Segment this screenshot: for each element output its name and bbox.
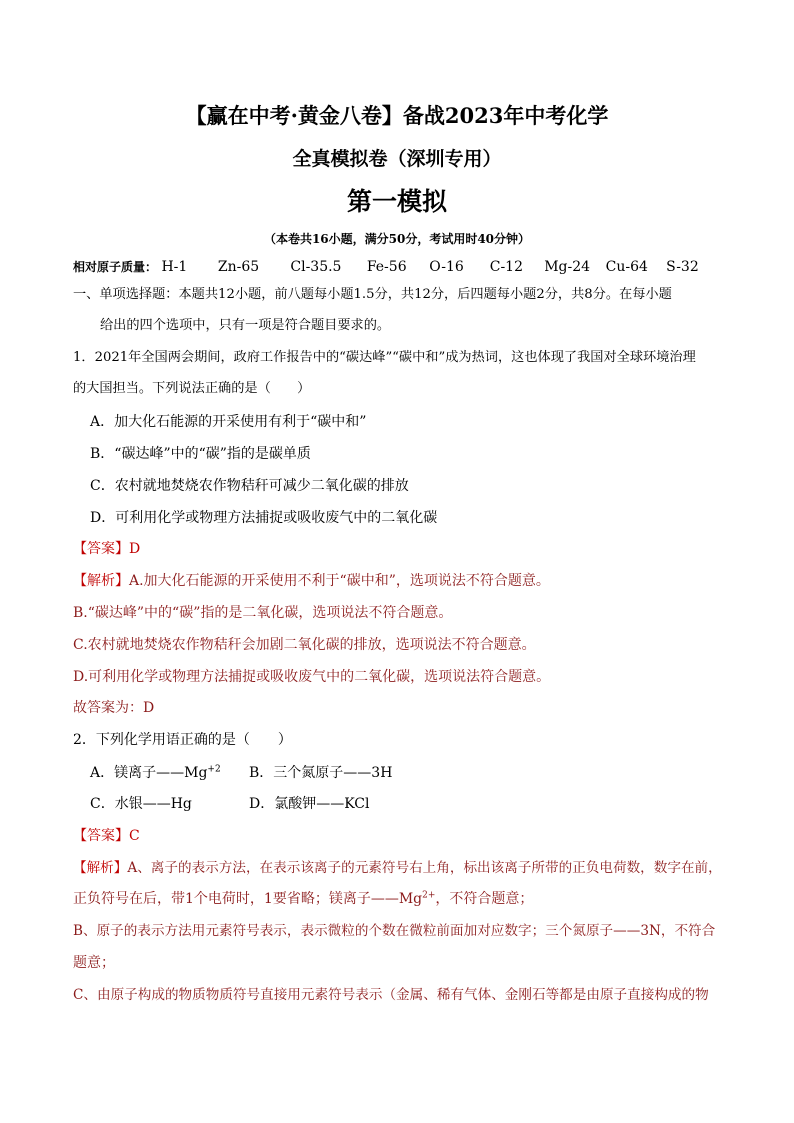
q2-analysis-1 <box>73 858 722 878</box>
answer-value: C <box>129 828 140 844</box>
exam-name: 第一模拟 <box>346 187 447 216</box>
q1-analysis-2: B.“碳达峰”中的“碳”指的是二氧化碳，选项说法不符合题意。 <box>73 605 453 621</box>
q1-option-b: B．“碳达峰”中的“碳”指的是碳单质 <box>90 446 311 462</box>
q2-analysis-2-sup: 2+ <box>422 890 436 901</box>
q2-analysis-4: 题意； <box>73 955 115 971</box>
q1-stem-cont: 的大国担当。下列说法正确的是（ ） <box>73 381 311 396</box>
q2-answer <box>73 826 140 846</box>
section-instructions: 一、单项选择题：本题共12小题，前八题每小题1.5分，共12分，后四题每小题2分，共8分。在每小题 <box>73 287 672 302</box>
q1-option-c: C．农村就地焚烧农作物秸秆可减少二氧化碳的排放 <box>90 478 409 494</box>
q1-analysis-4: D.可利用化学或物理方法捕捉或吸收废气中的二氧化碳，选项说法符合题意。 <box>73 669 551 685</box>
page-title: 【赢在中考·黄金八卷】备战2023年中考化学 <box>185 103 609 128</box>
q2-option-d: D．氯酸钾——KCl <box>249 796 370 812</box>
q1-analysis-3: C.农村就地焚烧农作物秸秆会加剧二氧化碳的排放，选项说法不符合题意。 <box>73 637 536 653</box>
mass-item: Zn-65 <box>217 259 260 275</box>
mass-item: C-12 <box>489 259 523 275</box>
exam-note: （本卷共16小题，满分50分，考试用时40分钟） <box>263 232 531 246</box>
answer-label: 【答案】 <box>73 541 129 557</box>
mass-item: H-1 <box>161 259 188 275</box>
answer-value: D <box>129 541 141 557</box>
analysis-text: A.加大化石能源的开采使用不利于“碳中和”，选项说法不符合题意。 <box>129 573 550 589</box>
answer-label: 【答案】 <box>73 828 129 844</box>
q2-option-c: C．水银——Hg <box>90 796 192 812</box>
q2-option-a-text: A．镁离子——Mg <box>90 765 208 781</box>
q2-analysis-2a: 正负符号在后，带1个电荷时，1要省略；镁离子——Mg <box>73 891 423 907</box>
mass-item: Mg-24 <box>544 259 591 275</box>
mass-item: Cl-35.5 <box>290 259 342 275</box>
analysis-text: A、离子的表示方法，在表示该离子的元素符号右上角，标出该离子所带的正负电荷数，数字在前， <box>127 860 722 876</box>
q1-final-answer: 故答案为：D <box>73 700 155 716</box>
q2-option-a <box>90 763 221 783</box>
q1-option-d: D．可利用化学或物理方法捕捉或吸收废气中的二氧化碳 <box>90 510 438 526</box>
page-subtitle: 全真模拟卷（深圳专用） <box>292 148 502 170</box>
atomic-masses-label: 相对原子质量： <box>73 260 158 274</box>
atomic-masses <box>73 257 699 277</box>
q2-analysis-2b: ，不符合题意； <box>435 891 534 907</box>
mass-item: Fe-56 <box>366 259 407 275</box>
section-instructions-cont: 给出的四个选项中，只有一项是符合题目要求的。 <box>100 318 391 333</box>
mass-item: O-16 <box>429 259 464 275</box>
q1-option-a: A．加大化石能源的开采使用有利于“碳中和” <box>90 414 367 430</box>
q2-stem: 2．下列化学用语正确的是（ ） <box>73 732 292 748</box>
q2-analysis-2 <box>73 889 533 909</box>
q1-answer <box>73 539 140 559</box>
q2-analysis-5: C、由原子构成的物质物质符号直接用元素符号表示（金属、稀有气体、金刚石等都是由原子直接构成的物 <box>73 987 709 1003</box>
mass-item: Cu-64 <box>605 259 648 275</box>
q2-option-a-sup: +2 <box>207 764 221 775</box>
mass-item: S-32 <box>666 259 699 275</box>
analysis-label: 【解析】 <box>73 860 128 876</box>
q1-stem: 1．2021年全国两会期间，政府工作报告中的“碳达峰”“碳中和”成为热词，这也体现了我国对全球环境治理 <box>73 350 696 365</box>
analysis-label: 【解析】 <box>73 573 129 589</box>
q1-analysis-1 <box>73 571 550 591</box>
q2-analysis-3: B、原子的表示方法用元素符号表示，表示微粒的个数在微粒前面加对应数字；三个氮原子——3N，不符合 <box>73 923 716 939</box>
q2-option-b: B．三个氮原子——3H <box>249 765 393 781</box>
